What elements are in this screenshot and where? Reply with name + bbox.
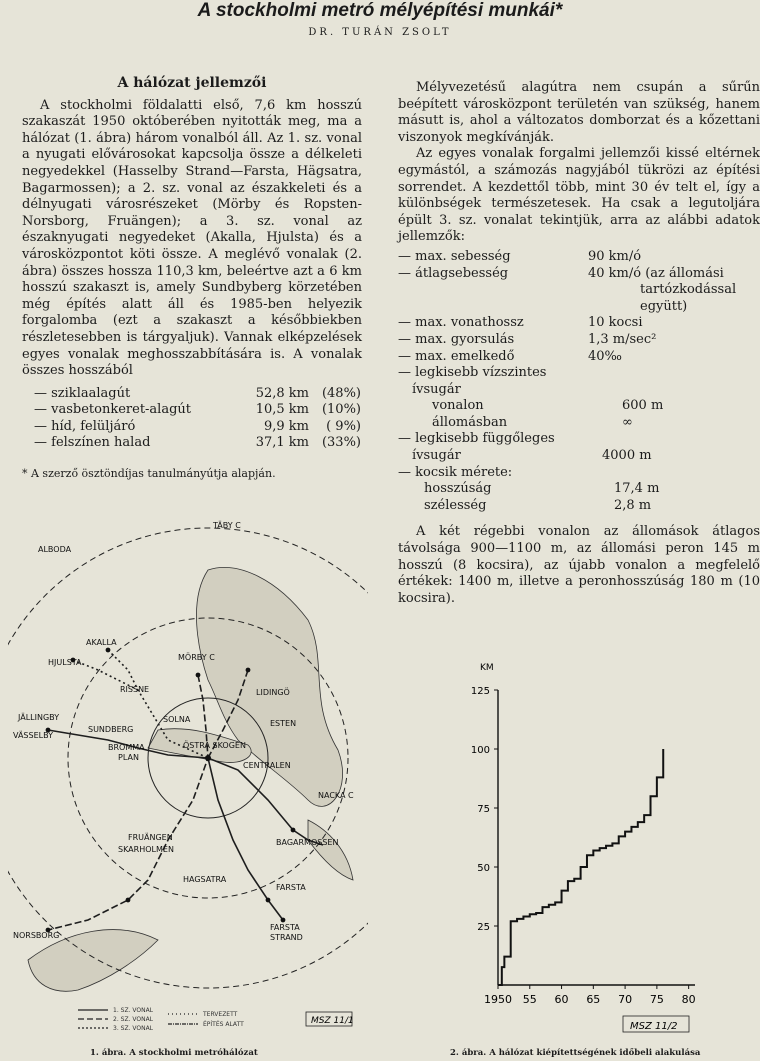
line3-spec-list xyxy=(398,249,760,515)
map-label: ÖSTRA SKOGEN xyxy=(183,741,246,750)
legend-label: 2. SZ. VONAL xyxy=(113,1016,154,1023)
station-dot xyxy=(196,673,201,678)
y-tick-label: 100 xyxy=(470,745,490,756)
map-label: MÖRBY C xyxy=(178,653,215,662)
map-label: HAGSATRA xyxy=(183,875,227,884)
chart-series-line xyxy=(498,749,663,985)
spec-label: vonalon xyxy=(432,398,484,414)
x-tick-label: 80 xyxy=(681,993,696,1006)
chart-axes xyxy=(498,690,695,985)
spec-value-cont: tartózkodással xyxy=(640,282,737,298)
water-bodies xyxy=(28,567,353,991)
legend-label: TERVEZETT xyxy=(203,1011,238,1018)
stat-percent: (33%) xyxy=(321,435,361,451)
line-1-branch xyxy=(208,758,283,920)
map-label: RISSNE xyxy=(120,685,150,694)
spec-label: állomásban xyxy=(432,414,508,430)
spec-value: 4000 m xyxy=(602,448,652,464)
map-label: JÄLLINGBY xyxy=(18,713,60,722)
stat-value: 37,1 km xyxy=(255,435,309,451)
figure-2-caption: 2. ábra. A hálózat kiépítettségének időbeli alakulása xyxy=(450,1048,701,1058)
left-column xyxy=(22,75,362,483)
lake-shape xyxy=(308,820,353,880)
figure-1-caption: 1. ábra. A stockholmi metróhálózat xyxy=(90,1048,258,1058)
spec-row xyxy=(398,382,760,399)
stat-row xyxy=(22,435,362,452)
line-2 xyxy=(48,675,208,930)
metro-map-figure xyxy=(8,500,368,1040)
x-tick-label: 1950 xyxy=(484,993,512,1006)
stat-label: — sziklaalagút xyxy=(34,385,131,401)
spec-label: hosszúság xyxy=(424,481,492,497)
y-tick-label: 25 xyxy=(477,922,490,933)
spec-value: 17,4 m xyxy=(614,481,660,497)
map-label: FARSTA xyxy=(276,883,306,892)
map-label: ESTEN xyxy=(270,719,297,728)
y-ticks xyxy=(471,686,498,933)
legend-label: 3. SZ. VONAL xyxy=(113,1025,154,1032)
map-label: FRUÄNGEN xyxy=(128,833,173,842)
stat-percent: (10%) xyxy=(321,402,361,418)
stat-label: — vasbetonkeret-alagút xyxy=(34,402,192,418)
spec-label: — max. gyorsulás xyxy=(398,332,588,349)
paragraph-1: Mélyvezetésű alagútra nem csupán a sűrűn beépített városközpont területén van szükség, hanem másutt is, ahol a változatos domborzat és a kőzettani viszonyok megkívánják. xyxy=(398,80,760,145)
x-tick-label: 70 xyxy=(618,993,633,1006)
intro-paragraph: A stockholmi földalatti első, 7,6 km hosszú szakaszát 1950 októberében nyitották meg, ma a hálózat (1. ábra) három vonalból áll. Az 1. sz. vonal a nyugati elővárosokat kapcsolja össze a délkeleti negyedekkel (Hasselby Strand—Farsta, Hägsatra, Bagarmossen); a 2. sz. vonal az északkeleti és a délnyugati városrészeket (Mörby és Ropsten-Norsborg, Fruängen); a 3. sz. vonal az északnyugati negyedeket (Akalla, Hjulsta) és a városközpontot köti össze. A meglévő vonalak (2. ábra) összes hossza 110,3 km, beleértve azt a 6 km hosszú szakaszt is, amely Sundbyberg körzetében még építés alatt áll és 1985-ben helyezik forgalomba (ezt a szakaszt a későbbiekben részletesebben is tárgyaljuk). Vannak elképzelések egyes vonalak meghosszabbítására is. A vonalak összes hosszából xyxy=(22,97,362,379)
x-tick-label: 75 xyxy=(649,993,664,1006)
y-tick-label: 75 xyxy=(477,804,490,815)
tunnel-stats-list xyxy=(22,386,362,452)
spec-label: ívsugár xyxy=(412,448,461,464)
map-label: AKALLA xyxy=(86,638,117,647)
station-dot xyxy=(246,668,251,673)
map-label: TÄBY C xyxy=(213,521,241,530)
stat-row xyxy=(22,419,362,436)
map-label: SKARHOLMEN xyxy=(118,845,174,854)
x-tick-label: 65 xyxy=(586,993,601,1006)
spec-label: — legkisebb függőleges xyxy=(398,431,588,448)
stat-value: 9,9 km xyxy=(263,418,309,434)
map-label: ALBODA xyxy=(38,545,72,554)
page-title: A stockholmi metró mélyépítési munkái* xyxy=(197,0,563,21)
spec-row xyxy=(398,498,760,515)
spec-label: — legkisebb vízszintes xyxy=(398,365,588,382)
growth-chart-svg xyxy=(440,655,720,1045)
spec-row xyxy=(398,431,760,448)
legend-label: ÉPÍTÉS ALATT xyxy=(203,1021,244,1028)
map-label: BROMMA xyxy=(108,743,145,752)
stat-row xyxy=(22,402,362,419)
metro-map xyxy=(8,500,368,1040)
spec-row xyxy=(398,415,760,432)
x-tick-label: 60 xyxy=(554,993,569,1006)
station-dot xyxy=(126,898,131,903)
spec-value-cont: együtt) xyxy=(640,298,688,314)
spec-row xyxy=(398,481,760,498)
paragraph-2: Az egyes vonalak forgalmi jellemzői kissé eltérnek egymástól, a számozás nagyjából tükrözi az építési sorrendet. A kezdettől több, mint 30 év telt el, így a különbségek természetesek. Ha csak a legutoljára épült 3. sz. vonalat tekintjük, arra az alábbi adatok jellemzők: xyxy=(398,146,760,245)
spec-row xyxy=(398,332,760,349)
figure-ref: MSZ 11/2 xyxy=(630,1021,678,1032)
station-dot xyxy=(266,898,271,903)
map-label: NACKA C xyxy=(318,791,354,800)
spec-value: ∞ xyxy=(622,414,633,430)
section-heading: A hálózat jellemzői xyxy=(117,75,267,91)
spec-value: 90 km/ó xyxy=(588,248,642,264)
map-legend xyxy=(78,1007,244,1032)
spec-row xyxy=(398,299,760,316)
y-tick-label: 50 xyxy=(477,863,490,874)
right-column xyxy=(398,80,760,607)
spec-value: 2,8 m xyxy=(614,497,652,513)
map-label: VÄSSELBY xyxy=(13,731,54,740)
figure-ref: MSZ 11/1 xyxy=(311,1016,354,1026)
spec-label: — max. sebesség xyxy=(398,249,588,266)
spec-value: 600 m xyxy=(622,398,664,414)
y-tick-label: 125 xyxy=(470,686,490,697)
author-name: DR. TURÁN ZSOLT xyxy=(308,27,452,38)
station-dot xyxy=(205,755,211,761)
spec-value: 1,3 m/sec² xyxy=(588,331,657,347)
spec-row xyxy=(398,398,760,415)
spec-value: 10 kocsi xyxy=(588,315,643,331)
spec-label: — kocsik mérete: xyxy=(398,465,588,482)
lake-shape xyxy=(196,567,342,806)
spec-label: szélesség xyxy=(424,497,487,513)
spec-row xyxy=(398,349,760,366)
map-label: SOLNA xyxy=(163,715,191,724)
spec-row xyxy=(398,448,760,465)
network-growth-chart xyxy=(440,655,720,1045)
spec-row xyxy=(398,249,760,266)
map-label: CENTRALEN xyxy=(243,761,291,770)
stat-label: — felszínen halad xyxy=(34,435,151,451)
spec-row xyxy=(398,465,760,482)
spec-label: ívsugár xyxy=(412,381,461,397)
stat-percent: ( 9%) xyxy=(326,418,361,434)
map-label: NORSBORG xyxy=(13,931,60,940)
x-ticks xyxy=(484,985,696,1006)
spec-value: 40‰ xyxy=(588,348,622,364)
station-dot xyxy=(291,828,296,833)
footnote: * A szerző ösztöndíjas tanulmányútja alapján. xyxy=(22,467,276,481)
map-label: FARSTA xyxy=(270,923,300,932)
stat-value: 52,8 km xyxy=(255,385,309,401)
spec-label: — max. emelkedő xyxy=(398,349,588,366)
paragraph-3: A két régebbi vonalon az állomások átlagos távolsága 900—1100 m, az állomási peron 145 m hosszú (8 kocsira), az újabb vonalon a megfelelő értékek: 1400 m, illetve a peronhosszúság 180 m (10 kocsira). xyxy=(398,524,760,606)
map-label: STRAND xyxy=(270,933,303,942)
station-dot xyxy=(106,648,111,653)
spec-row xyxy=(398,365,760,382)
stat-value: 10,5 km xyxy=(255,402,309,418)
stat-label: — híd, felüljáró xyxy=(34,418,136,434)
stat-percent: (48%) xyxy=(321,385,361,401)
spec-row xyxy=(398,315,760,332)
map-label: SUNDBERG xyxy=(88,725,134,734)
spec-label: — átlagsebesség xyxy=(398,266,588,283)
station-dot xyxy=(281,918,286,923)
spec-value: 40 km/ó (az állomási xyxy=(588,265,724,281)
map-label: BAGARMOSSEN xyxy=(276,838,339,847)
map-label: LIDINGÖ xyxy=(256,688,290,697)
stat-row xyxy=(22,386,362,403)
map-label: HJULSTA xyxy=(48,658,82,667)
legend-label: 1. SZ. VONAL xyxy=(113,1007,154,1014)
x-tick-label: 55 xyxy=(522,993,537,1006)
map-label: PLAN xyxy=(118,753,139,762)
spec-label: — max. vonathossz xyxy=(398,315,588,332)
spec-row xyxy=(398,282,760,299)
y-axis-label: KM xyxy=(480,663,494,673)
spec-row xyxy=(398,266,760,283)
